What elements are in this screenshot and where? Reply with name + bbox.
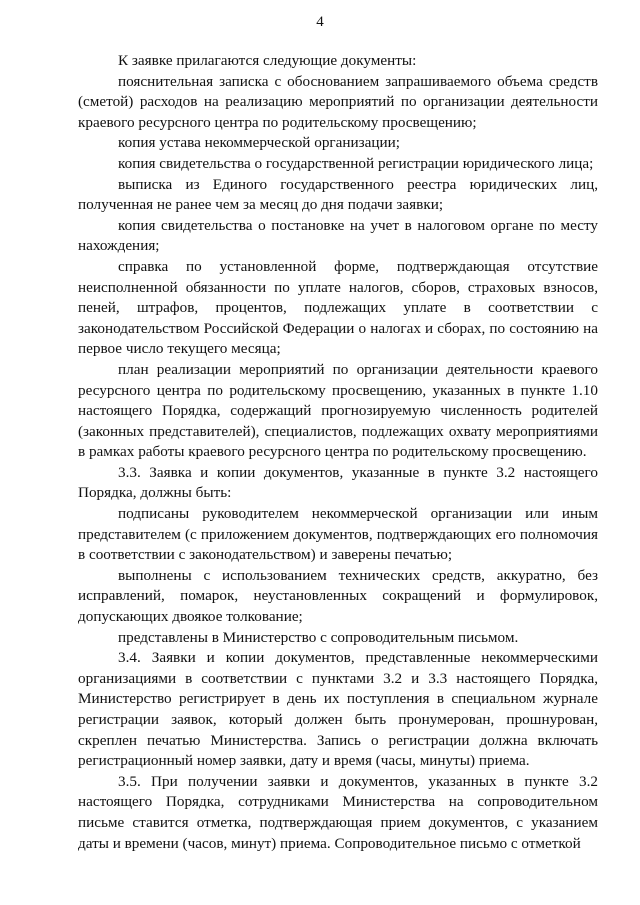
paragraph-attachments-intro: К заявке прилагаются следующие документы: (118, 52, 417, 69)
paragraph-tax-certificate: копия свидетельства о постановке на учет в налоговом органе по месту нахождения; (78, 216, 598, 255)
paragraph-technical-execution: выполнены с использованием технических средств, аккуратно, без исправлений, помарок, неустановленных сокращений и формулировок, допускающих двоякое толкование; (78, 566, 598, 626)
paragraph-section-3-3: 3.3. Заявка и копии документов, указанные в пункте 3.2 настоящего Порядка, должны быть: (78, 463, 598, 502)
paragraph-implementation-plan: план реализации мероприятий по организации деятельности краевого ресурсного центра по родительскому просвещению, указанных в пункте 1.10 настоящего Порядка, содержащий прогнозируемую численность родителей (законных представителей), специалистов, подлежащих охвату мероприятиями в рамках работы краевого ресурсного центра по родительскому просвещению. (78, 360, 598, 461)
page-number: 4 (316, 14, 324, 30)
paragraph-tax-debt-statement: справка по установленной форме, подтверждающая отсутствие неисполненной обязанности по уплате налогов, сборов, страховых взносов, пеней, штрафов, процентов, подлежащих уплате в соответствии с законодательством Российской Федерации о налогах и сборах, по состоянию на первое число текущего месяца; (78, 257, 598, 358)
paragraph-section-3-5: 3.5. При получении заявки и документов, указанных в пункте 3.2 настоящего Порядка, сотрудниками Министерства на сопроводительном письме ставится отметка, подтверждающая прием документов, с указанием даты и времени (часов, минут) приема. Сопроводительное письмо с отметкой (78, 772, 598, 852)
paragraph-charter-copy: копия устава некоммерческой организации; (118, 134, 400, 152)
paragraph-registration-certificate: копия свидетельства о государственной регистрации юридического лица; (118, 154, 594, 172)
paragraph-register-extract: выписка из Единого государственного реестра юридических лиц, полученная не ранее чем за месяц до дня подачи заявки; (78, 175, 598, 214)
paragraph-cover-letter: представлены в Министерство с сопроводительным письмом. (118, 628, 519, 646)
document-body (78, 51, 598, 854)
paragraph-explanatory-note: пояснительная записка с обоснованием запрашиваемого объема средств (сметой) расходов на реализацию мероприятий по организации деятельности краевого ресурсного центра по родительскому просвещению; (78, 72, 598, 131)
paragraph-signed-by-head: подписаны руководителем некоммерческой организации или иным представителем (с приложением документов, подтверждающих его полномочия в соответствии с законодательством) и заверены печатью; (78, 505, 598, 564)
paragraph-section-3-4: 3.4. Заявки и копии документов, представленные некоммерческими организациями в соответствии с пунктами 3.2 и 3.3 настоящего Порядка, Министерство регистрирует в день их поступления в специальном журнале регистрации заявок, который должен быть пронумерован, прошнурован, скреплен печатью Министерства. Запись о регистрации должна включать регистрационный номер заявки, дату и время (часы, минуты) приема. (78, 649, 598, 770)
